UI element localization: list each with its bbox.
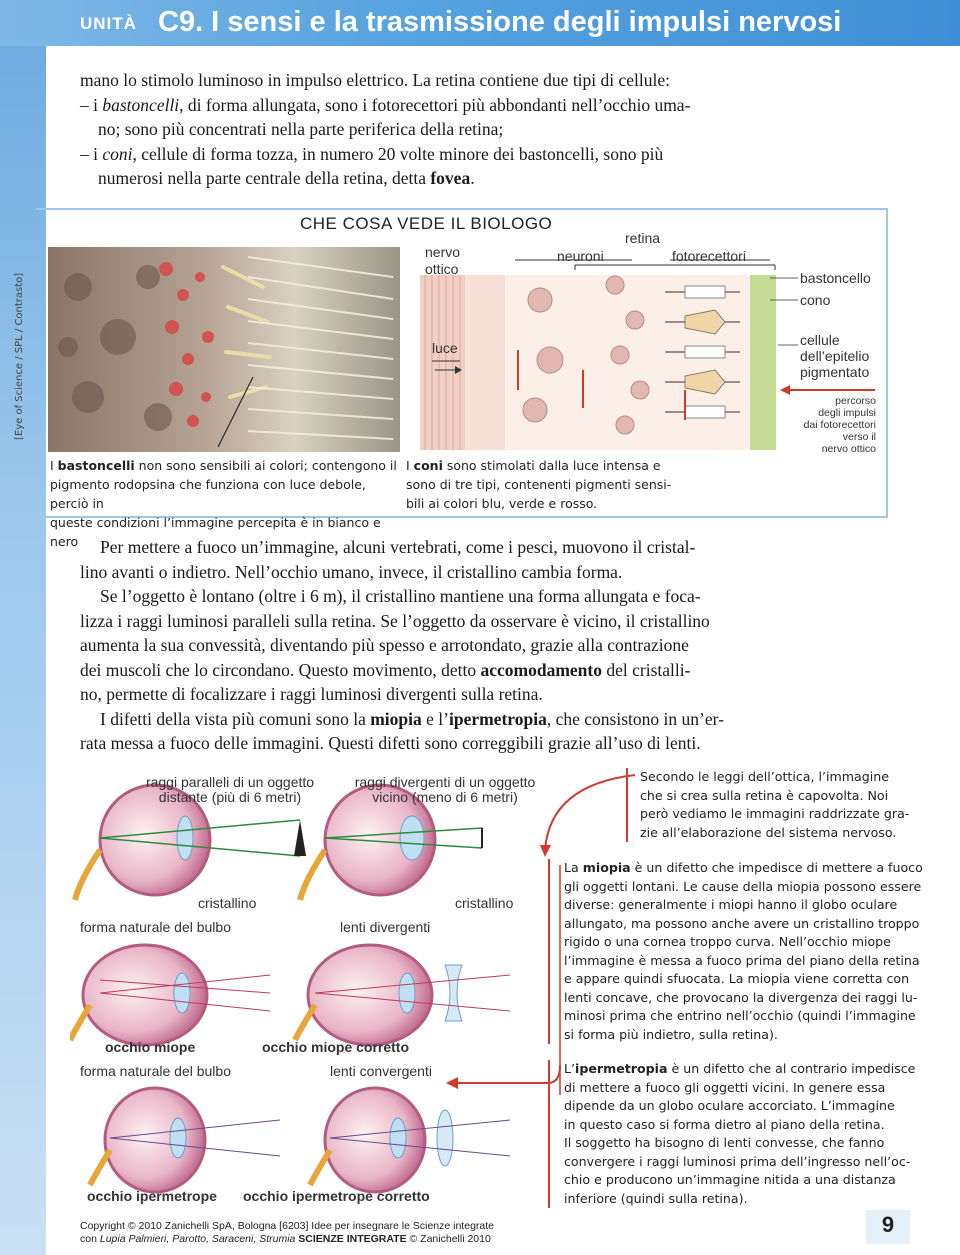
caption-bastoncelli: I bastoncelli non sono sensibili ai colori; contengono il pigmento rodopsina che funziona con luce debole, perciò in queste condizioni l’immagine percepita è in bianco e nero: [50, 458, 397, 549]
label-lenti-divergenti: lenti divergenti: [340, 919, 431, 935]
figure-leader-lines: [400, 245, 880, 395]
label-raggi-paralleli: raggi paralleli di un oggetto distante (più di 6 metri): [145, 774, 315, 805]
intro-text: [80, 68, 920, 191]
intro-line: numerosi nella parte centrale della retina, detta fovea.: [98, 168, 475, 188]
label-fotorecettori: fotorecettori: [672, 248, 746, 264]
chapter-title: C9. I sensi e la trasmissione degli impulsi nervosi: [158, 6, 842, 38]
label-bastoncello: bastoncello: [800, 270, 871, 286]
bullet-coni: – i coni, cellule di forma tozza, in numero 20 volte minore dei bastoncelli, sono più: [80, 143, 664, 164]
label-forma-naturale: forma naturale del bulbo: [80, 1063, 231, 1079]
label-cristallino: cristallino: [198, 895, 257, 911]
note-ottica: Secondo le leggi dell’ottica, l’immagine che si crea sulla retina è capovolta. Noi però vediamo le immagini raddrizzate gra- zie all’elaborazione del sistema nervoso.: [626, 768, 920, 842]
label-occhio-miope-corretto: occhio miope corretto: [262, 1039, 410, 1055]
note-miopia: La miopia è un difetto che impedisce di mettere a fuoco gli oggetti lontani. Le cause della miopia possono essere diverse: generalmente i miopi hanno il globo oculare allungato, ma possono anche avere un cristallino troppo rigido o una cornea troppo curva. Nell’occhio miope l’immagine è messa a fuoco prima del piano della retina e appare quindi sfuocata. La miopia viene corretta con lenti concave, che provocano la divergenza dei raggi lu- minosi prima che entrino nell’occhio (quindi l’immagine si forma più indietro, sulla retina).: [548, 859, 934, 1044]
label-percorso-impulsi: percorso degli impulsi dai fotorecettori verso il nervo ottico: [803, 395, 876, 455]
photo-credit: [Eye of Science / SPL / Contrasto]: [14, 272, 25, 440]
eye-myopic: [70, 945, 270, 1045]
distant-object-icon: [294, 820, 306, 856]
left-margin-band: [0, 0, 46, 1255]
label-cellule-epitelio: cellule: [800, 332, 840, 348]
label-retina: retina: [625, 230, 661, 246]
page-number-box: [866, 1210, 910, 1244]
note-ipermetropia: L’ipermetropia è un difetto che al contrario impedisce di mettere a fuoco gli oggetti vicini. In genere essa dipende da un globo oculare accorciato. L’immagine in questo caso si forma dietro al piano della retina. Il soggetto ha bisogno di lenti convesse, che fanno convergere i raggi luminosi prima dell’ingresso nell’oc- chio e producono un’immagine nitida a una distanza inferiore (quindi sulla retina).: [548, 1060, 934, 1208]
label-lenti-convergenti: lenti convergenti: [330, 1063, 432, 1079]
intro-line: no; sono più concentrati nella parte periferica della retina;: [98, 119, 504, 139]
label-nervo-ottico: ottico: [425, 261, 459, 277]
accommodation-paragraph: Per mettere a fuoco un’immagine, alcuni vertebrati, come i pesci, muovono il cristal- lino avanti o indietro. Nell’occhio umano, invece, il cristallino cambia forma. Se l’oggetto è lontano (oltre i 6 m), il cristallino mantiene una forma allungata e foca- lizza i raggi luminosi paralleli sulla retina. Se l’oggetto da osservare è vicino, il cristallino aumenta la sua convessità, diventando più spesso e arrotondato, grazie alla contrazione dei muscoli che lo circondano. Questo movimento, detto accomodamento del cristalli- no, permette di focalizzare i raggi luminosi divergenti sulla retina. I difetti della vista più comuni sono la miopia e l’ipermetropia, che consistono in un’er- rata messa a fuoco delle immagini. Questi difetti sono correggibili grazie all’uso di lenti.: [80, 537, 724, 753]
label-nervo-ottico: nervo: [425, 244, 461, 260]
label-raggi-divergenti: raggi divergenti di un oggetto vicino (meno di 6 metri): [354, 774, 536, 805]
label-occhio-ipermetrope-corretto: occhio ipermetrope corretto: [243, 1188, 430, 1204]
unit-label: UNITÀ: [80, 14, 137, 33]
label-cristallino: cristallino: [455, 895, 514, 911]
label-occhio-ipermetrope: occhio ipermetrope: [87, 1188, 217, 1204]
intro-line: mano lo stimolo luminoso in impulso elettrico. La retina contiene due tipi di cellule:: [80, 70, 671, 90]
label-cono: cono: [800, 292, 831, 308]
label-forma-naturale: forma naturale del bulbo: [80, 919, 231, 935]
page-number: 9: [881, 1212, 895, 1237]
figure-title: CHE COSA VEDE IL BIOLOGO: [300, 214, 553, 233]
bullet-bastoncelli: – i bastoncelli, di forma allungata, sono i fotorecettori più abbondanti nell’occhio uma-: [80, 94, 691, 115]
label-luce: luce: [432, 340, 458, 356]
chapter-header: [0, 0, 960, 46]
caption-coni: I coni sono stimolati dalla luce intensa e sono di tre tipi, contenenti pigmenti sensi- bili ai colori blu, verde e rosso.: [406, 458, 672, 511]
retina-micrograph: [48, 247, 400, 452]
copyright-footer: Copyright © 2010 Zanichelli SpA, Bologna [6203] Idee per insegnare le Scienze integrate con Lupia Palmieri, Parotto, Saraceni, Strumia SCIENZE INTEGRATE © Zanichelli 2010: [80, 1220, 495, 1245]
label-neuroni: neuroni: [557, 248, 604, 264]
label-cellule-epitelio: pigmentato: [800, 364, 870, 380]
eye-hyperopic: [90, 1088, 280, 1192]
label-cellule-epitelio: dell’epitelio: [800, 348, 870, 364]
label-occhio-miope: occhio miope: [105, 1039, 196, 1055]
